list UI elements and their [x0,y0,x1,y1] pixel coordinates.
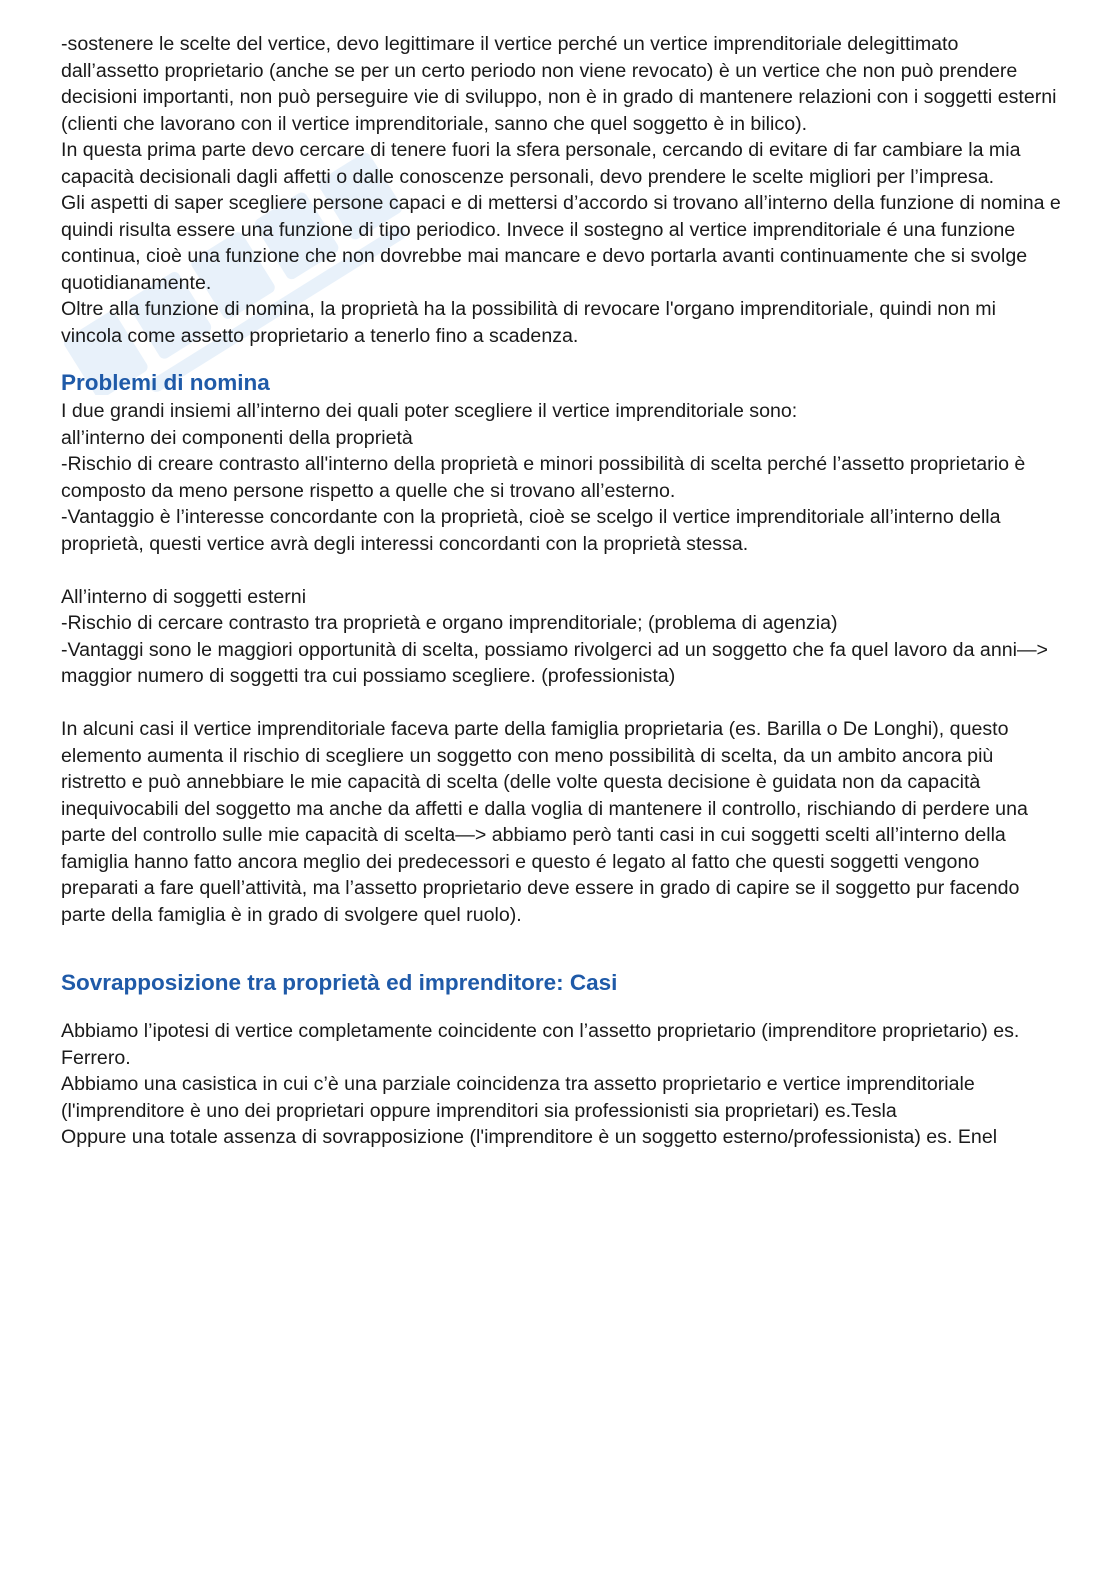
external-line-1: All’interno di soggetti esterni [61,585,307,608]
overlap-paragraph-2: Abbiamo una casistica in cui c’è una parziale coincidenza tra assetto proprietario e vertice imprenditoriale (l'imprenditore è uno dei proprietari oppure imprenditori sia professionisti sia proprietari) es.Tesla [61,1073,975,1122]
spacer [61,557,1061,584]
intro-section [61,31,1061,349]
nomina-line-3: -Rischio di creare contrasto all'interno della proprietà e minori possibilità di scelta perché l’assetto proprietario è composto da meno persone rispetto a quelle che si trovano all’esterno. [61,453,1026,502]
external-line-2: -Rischio di cercare contrasto tra proprietà e organo imprenditoriale; (problema di agenzia) [61,612,838,634]
intro-paragraph-1: -sostenere le scelte del vertice, devo legittimare il vertice perché un vertice imprenditoriale delegittimato dall’assetto proprietario (anche se per un certo periodo non viene revocato) è un vertice che non può prendere decisioni importanti, non può perseguire vie di sviluppo, non è in grado di mantenere relazioni con i soggetti esterni (clienti che lavorano con il vertice imprenditoriale, sanno che quel soggetto è in bilico). [61,33,1057,135]
intro-paragraph-3: Gli aspetti di saper scegliere persone capaci e di mettersi d’accordo si trovano all’interno della funzione di nomina e quindi risulta essere una funzione di tipo periodico. Invece il sostegno al vertice imprenditoriale é una funzione continua, cioè una funzione che non dovrebbe mai mancare e devo portarla avanti continuamente che si svolge quotidianamente. [61,192,1061,294]
spacer [61,690,1061,717]
family-paragraph: In alcuni casi il vertice imprenditoriale faceva parte della famiglia proprietaria (es. Barilla o De Longhi), questo elemento aumenta il rischio di scegliere un soggetto con meno possibilità di scelta, da un ambito ancora più ristretto e può annebbiare le mie capacità di scelta (delle volte questa decisione è guidata non da capacità inequivocabili del soggetto ma anche da affetti e dalla voglia di mantenere il controllo, rischiando di perdere una parte del controllo sulle mie capacità di scelta—> abbiamo però tanti casi in cui soggetti scelti all’interno della famiglia hanno fatto ancora meglio dei predecessori e questo é legato al fatto che questi soggetti vengono preparati a fare quell’attività, ma l’assetto proprietario deve essere in grado di capire se il soggetto pur facendo parte della famiglia è in grado di svolgere quel ruolo). [61,718,1028,926]
intro-paragraph-4: Oltre alla funzione di nomina, la proprietà ha la possibilità di revocare l'organo imprenditoriale, quindi non mi vincola come assetto proprietario a tenerlo fino a scadenza. [61,298,996,347]
nomina-line-2: all’interno dei componenti della proprietà [61,426,413,449]
heading-problemi-di-nomina: Problemi di nomina [61,370,270,395]
nomina-line-1: I due grandi insiemi all’interno dei quali poter scegliere il vertice imprenditoriale sono: [61,400,798,422]
nomina-internal-group [61,398,1061,557]
overlap-section [61,1018,1061,1151]
heading-sovrapposizione: Sovrapposizione tra proprietà ed imprenditore: Casi [61,970,618,995]
external-line-3: -Vantaggi sono le maggiori opportunità di scelta, possiamo rivolgerci ad un soggetto che fa quel lavoro da anni—> maggior numero di soggetti tra cui possiamo scegliere. (professionista) [61,638,1048,687]
overlap-paragraph-1: Abbiamo l’ipotesi di vertice completamente coincidente con l’assetto proprietario (imprenditore proprietario) es. Ferrero. [61,1020,1020,1069]
nomina-external-group [61,584,1061,690]
intro-paragraph-2: In questa prima parte devo cercare di tenere fuori la sfera personale, cercando di evitare di far cambiare la mia capacità decisionali dagli affetti o dalle conoscenze personali, devo prendere le scelte migliori per l’impresa. [61,139,1021,188]
overlap-paragraph-3: Oppure una totale assenza di sovrapposizione (l'imprenditore è un soggetto esterno/professionista) es. Enel [61,1126,998,1148]
document-page [61,31,1061,1151]
nomina-line-4: -Vantaggio è l’interesse concordante con la proprietà, cioè se scelgo il vertice imprenditoriale all’interno della proprietà, questi vertice avrà degli interessi concordanti con la proprietà stessa. [61,506,1001,555]
